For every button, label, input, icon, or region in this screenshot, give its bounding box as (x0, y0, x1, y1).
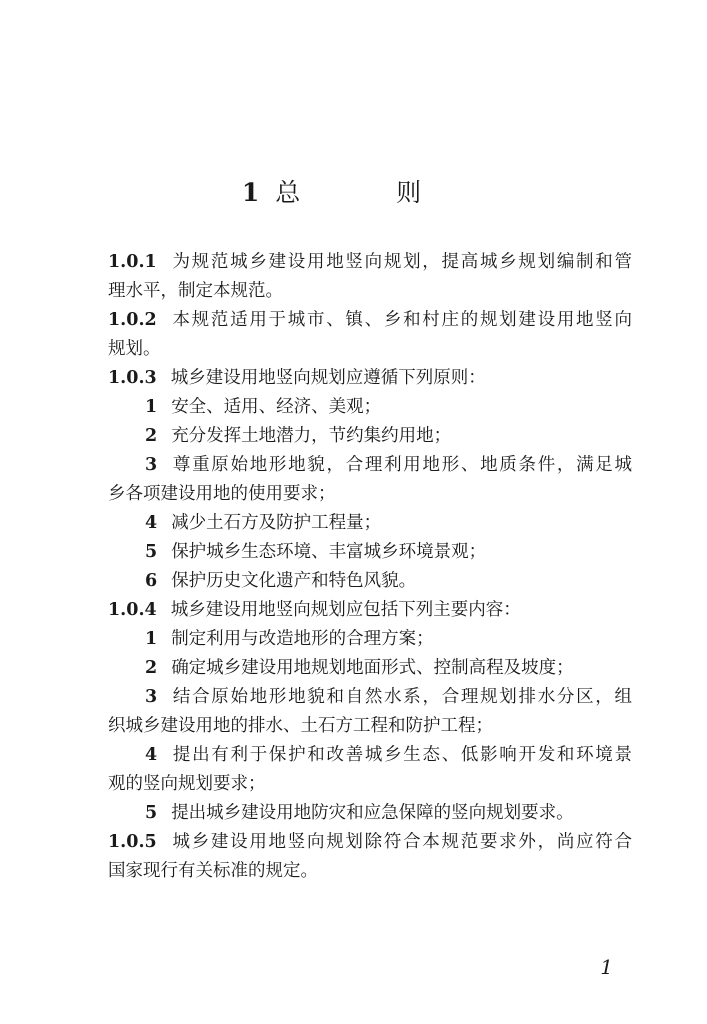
clause-number: 1.0.3 (108, 368, 157, 388)
list-item (108, 625, 632, 654)
item-number: 5 (145, 803, 158, 823)
item-number: 6 (145, 571, 158, 591)
item-number: 4 (145, 513, 158, 533)
list-item (108, 509, 632, 538)
clause-number: 1.0.4 (108, 600, 157, 620)
clause-1-0-1 (108, 248, 632, 277)
list-item (108, 683, 632, 712)
clause-text: 本规范适用于城市、镇、乡和村庄的规划建设用地竖向 (170, 310, 632, 330)
list-item (108, 741, 632, 770)
clause-1-0-4 (108, 596, 632, 625)
item-number: 5 (145, 542, 158, 562)
chapter-title (0, 176, 707, 210)
item-text-continued: 乡各项建设用地的使用要求； (108, 484, 336, 504)
item-number: 3 (145, 455, 158, 475)
item-number: 2 (145, 426, 158, 446)
clauses-body (108, 248, 632, 886)
item-text: 确定城乡建设用地规划地面形式、控制高程及坡度； (171, 658, 574, 678)
list-item (108, 538, 632, 567)
clause-number: 1.0.1 (108, 252, 157, 272)
clause-number: 1.0.2 (108, 310, 157, 330)
clause-1-0-2 (108, 306, 632, 335)
item-text: 安全、适用、经济、美观； (171, 397, 382, 417)
item-number: 1 (145, 397, 158, 417)
chapter-number: 1 (241, 178, 260, 207)
item-number: 3 (145, 687, 158, 707)
item-number: 2 (145, 658, 158, 678)
item-text: 充分发挥土地潜力，节约集约用地； (171, 426, 452, 446)
item-text: 尊重原始地形地貌，合理利用地形、地质条件，满足城 (171, 455, 632, 475)
page-number: 1 (600, 955, 613, 979)
list-item (108, 654, 632, 683)
clause-number: 1.0.5 (108, 832, 157, 852)
item-text: 提出有利于保护和改善城乡生态、低影响开发和环境景 (171, 745, 632, 765)
list-item (108, 451, 632, 480)
clause-text-continued: 规划。 (108, 339, 161, 359)
list-item (108, 567, 632, 596)
item-text: 保护历史文化遗产和特色风貌。 (171, 571, 417, 591)
clause-text: 城乡建设用地竖向规划应包括下列主要内容： (170, 600, 521, 620)
item-text: 结合原始地形地貌和自然水系，合理规划排水分区，组 (171, 687, 632, 707)
list-item (108, 799, 632, 828)
clause-1-0-5 (108, 828, 632, 857)
clause-text-continued: 国家现行有关标准的规定。 (108, 861, 318, 881)
chapter-heading: 总 则 (275, 178, 466, 207)
item-text: 制定利用与改造地形的合理方案； (171, 629, 434, 649)
list-item (108, 393, 632, 422)
clause-1-0-3 (108, 364, 632, 393)
item-text: 提出城乡建设用地防灾和应急保障的竖向规划要求。 (171, 803, 574, 823)
clause-text: 城乡建设用地竖向规划应遵循下列原则： (170, 368, 486, 388)
clause-text: 为规范城乡建设用地竖向规划，提高城乡规划编制和管 (170, 252, 632, 272)
list-item (108, 422, 632, 451)
item-text: 减少土石方及防护工程量； (171, 513, 382, 533)
clause-text: 城乡建设用地竖向规划除符合本规范要求外，尚应符合 (170, 832, 632, 852)
item-number: 4 (145, 745, 158, 765)
item-text-continued: 观的竖向规划要求； (108, 774, 266, 794)
item-text: 保护城乡生态环境、丰富城乡环境景观； (171, 542, 487, 562)
item-text-continued: 织城乡建设用地的排水、土石方工程和防护工程； (108, 716, 493, 736)
clause-text-continued: 理水平，制定本规范。 (108, 281, 283, 301)
item-number: 1 (145, 629, 158, 649)
